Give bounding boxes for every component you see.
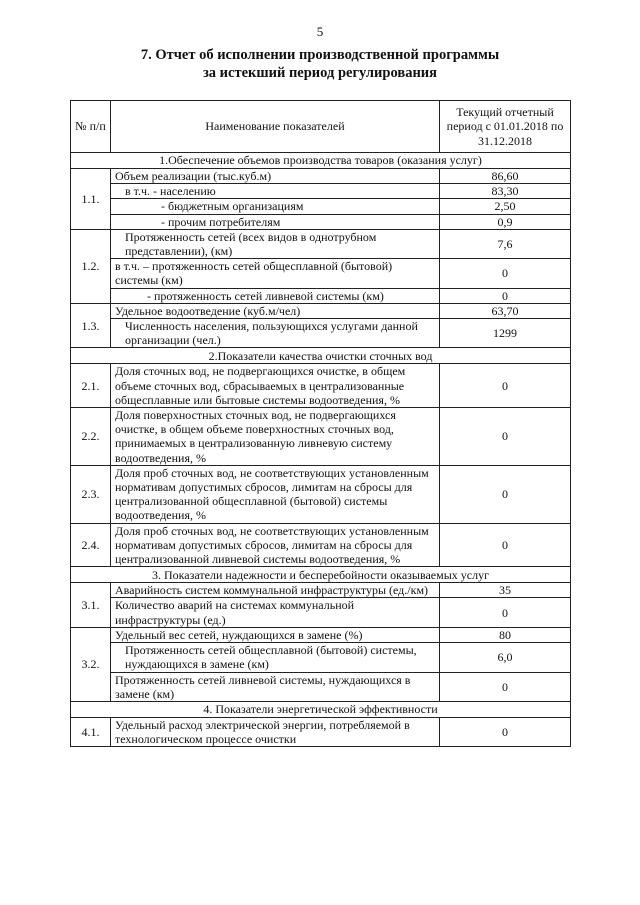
row-name: в т.ч. - населению	[111, 184, 440, 199]
section-3-title: 3. Показатели надежности и бесперебойности оказываемых услуг	[71, 567, 571, 583]
table-header-row	[71, 101, 571, 153]
table-row	[71, 598, 571, 627]
row-value: 0	[440, 408, 571, 466]
row-value: 83,30	[440, 184, 571, 199]
section-row	[71, 701, 571, 717]
table-row	[71, 465, 571, 523]
row-name: Доля поверхностных сточных вод, не подвергающихся очистке, в общем объеме поверхностных сточных вод, принимаемых в централизованную ливневую систему водоотведения, %	[111, 408, 440, 466]
table-row	[71, 408, 571, 466]
row-value: 35	[440, 583, 571, 598]
row-value: 0	[440, 364, 571, 408]
row-num: 1.3.	[71, 303, 111, 348]
table-row	[71, 303, 571, 318]
title-line-2: за истекший период регулирования	[202, 65, 438, 81]
table-row	[71, 583, 571, 598]
row-value: 0	[440, 523, 571, 567]
table-row	[71, 643, 571, 672]
table-row	[71, 364, 571, 408]
row-value: 0	[440, 598, 571, 627]
row-num: 1.2.	[71, 229, 111, 303]
section-row	[71, 153, 571, 169]
page-title	[0, 46, 640, 82]
report-table	[70, 100, 571, 747]
section-row	[71, 567, 571, 583]
row-value: 0,9	[440, 214, 571, 229]
table-row	[71, 229, 571, 258]
row-value: 0	[440, 465, 571, 523]
header-period: Текущий отчетный период с 01.01.2018 по 31.12.2018	[440, 101, 571, 153]
table-row	[71, 319, 571, 348]
row-name: в т.ч. – протяженность сетей общесплавной (бытовой) системы (км)	[111, 259, 440, 288]
title-line-1: 7. Отчет об исполнении производственной программы	[140, 47, 500, 63]
row-num: 2.4.	[71, 523, 111, 567]
row-value: 0	[440, 672, 571, 701]
row-name: Протяженность сетей ливневой системы, нуждающихся в замене (км)	[111, 672, 440, 701]
row-num: 1.1.	[71, 169, 111, 230]
row-value: 6,0	[440, 643, 571, 672]
row-name: Протяженность сетей общесплавной (бытовой) системы, нуждающихся в замене (км)	[111, 643, 440, 672]
table-row	[71, 288, 571, 303]
table-row	[71, 199, 571, 214]
section-4-title: 4. Показатели энергетической эффективности	[71, 701, 571, 717]
table-row	[71, 184, 571, 199]
section-1-title: 1.Обеспечение объемов производства товаров (оказания услуг)	[71, 153, 571, 169]
row-name: Количество аварий на системах коммунальной инфраструктуры (ед.)	[111, 598, 440, 627]
row-num: 4.1.	[71, 717, 111, 746]
table-row	[71, 259, 571, 288]
row-value: 2,50	[440, 199, 571, 214]
row-name: - бюджетным организациям	[111, 199, 440, 214]
row-num: 2.2.	[71, 408, 111, 466]
header-num: № п/п	[71, 101, 111, 153]
page-number: 5	[316, 24, 324, 39]
table-row	[71, 523, 571, 567]
row-name: Численность населения, пользующихся услугами данной организации (чел.)	[111, 319, 440, 348]
row-num: 2.3.	[71, 465, 111, 523]
section-2-title: 2.Показатели качества очистки сточных вод	[71, 348, 571, 364]
row-value: 1299	[440, 319, 571, 348]
row-name: Объем реализации (тыс.куб.м)	[111, 169, 440, 184]
table-row	[71, 169, 571, 184]
table-row	[71, 214, 571, 229]
row-value: 0	[440, 717, 571, 746]
row-num: 2.1.	[71, 364, 111, 408]
row-value: 0	[440, 259, 571, 288]
row-num: 3.1.	[71, 583, 111, 628]
row-name: Протяженность сетей (всех видов в однотрубном представлении), (км)	[111, 229, 440, 258]
row-value: 0	[440, 288, 571, 303]
row-name: Доля проб сточных вод, не соответствующих установленным нормативам допустимых сбросов, лимитам на сбросы для централизованной ливневой системы водоотведения, %	[111, 523, 440, 567]
header-name: Наименование показателей	[111, 101, 440, 153]
row-name: Доля проб сточных вод, не соответствующих установленным нормативам допустимых сбросов, лимитам на сбросы для централизованной общесплавной (бытовой) системы водоотведения, %	[111, 465, 440, 523]
row-name: Доля сточных вод, не подвергающихся очистке, в общем объеме сточных вод, сбрасываемых в централизованные общесплавные или бытовые системы водоотведения, %	[111, 364, 440, 408]
row-name: Удельный расход электрической энергии, потребляемой в технологическом процессе очистки	[111, 717, 440, 746]
row-name: Аварийность систем коммунальной инфраструктуры (ед./км)	[111, 583, 440, 598]
table-row	[71, 672, 571, 701]
row-name: Удельное водоотведение (куб.м/чел)	[111, 303, 440, 318]
row-name: Удельный вес сетей, нуждающихся в замене (%)	[111, 627, 440, 642]
table-row	[71, 627, 571, 642]
row-name: - прочим потребителям	[111, 214, 440, 229]
row-num: 3.2.	[71, 627, 111, 701]
table-row	[71, 717, 571, 746]
section-row	[71, 348, 571, 364]
row-value: 86,60	[440, 169, 571, 184]
row-value: 80	[440, 627, 571, 642]
row-value: 63,70	[440, 303, 571, 318]
row-value: 7,6	[440, 229, 571, 258]
row-name: - протяженность сетей ливневой системы (км)	[111, 288, 440, 303]
